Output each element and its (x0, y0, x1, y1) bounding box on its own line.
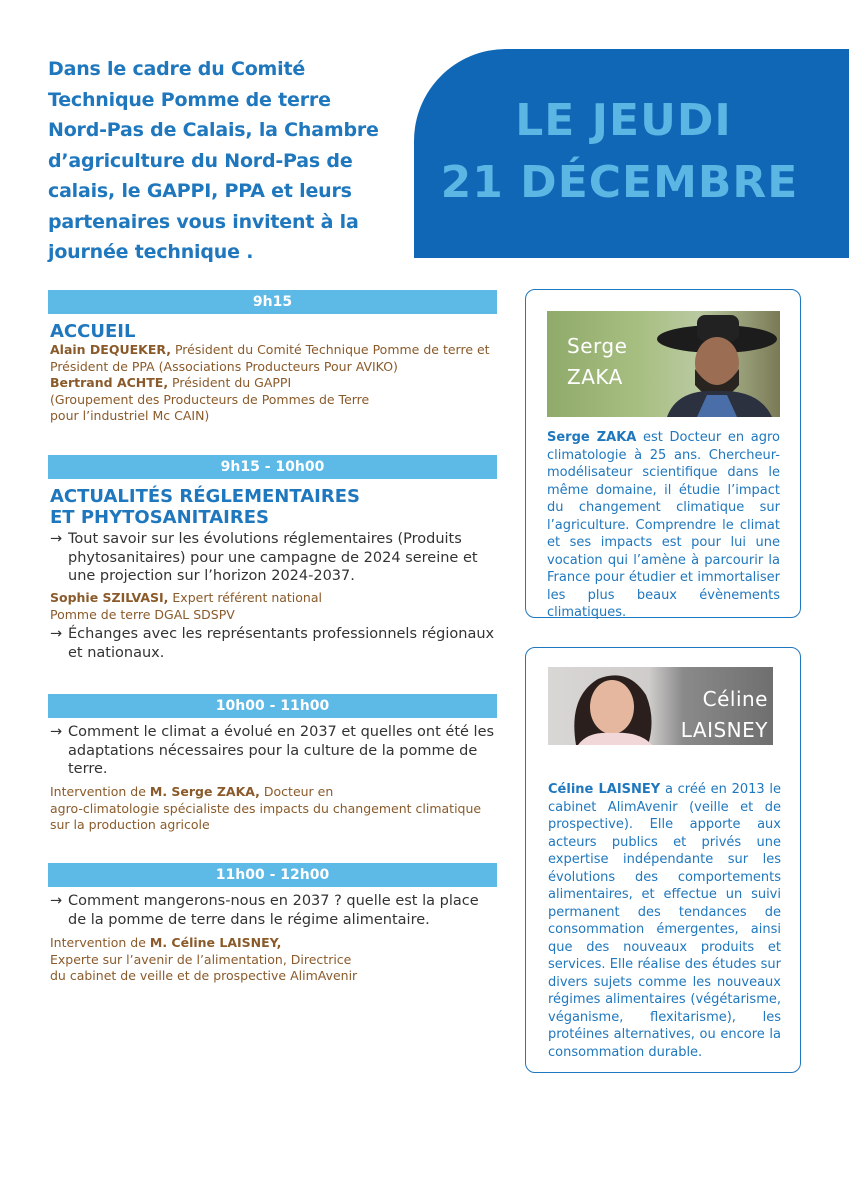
speaker-role: pour l’industriel Mc CAIN) (50, 408, 210, 423)
speaker-bio (547, 429, 780, 622)
section-title-phyto: ET PHYTOSANITAIRES (50, 507, 269, 528)
speaker-card-zaka (525, 289, 801, 618)
speaker-line (50, 342, 490, 359)
speaker-first-name: Serge (567, 334, 628, 358)
intervention-line (50, 784, 333, 801)
bio-name: Céline LAISNEY (548, 782, 661, 797)
intro-line: Technique Pomme de terre (48, 88, 331, 111)
speaker-line (50, 408, 209, 425)
bio-text: est Docteur en agro climatologie à 25 ans. Chercheur-modélisateur scientifique dans le même domaine, il étudie l’impact du changement climatique sur l’agriculture. Comprendre le climat et ses impacts est pour lui une vocation qui l’amène à parcourir la France pour étudier et immortaliser les plus beaux évènements climatiques. (547, 430, 780, 620)
time-bar-9h15-10h00: 9h15 - 10h00 (48, 455, 497, 479)
intro-line: calais, le GAPPI, PPA et leurs (48, 180, 352, 202)
speaker-last-name: ZAKA (567, 365, 623, 389)
arrow-icon: → (50, 893, 63, 909)
speaker-name: Alain DEQUEKER, (50, 342, 171, 357)
intervention-line (50, 935, 281, 952)
speaker-bio (548, 781, 781, 1061)
bullet-text: Échanges avec les représentants professionnels régionaux et nationaux. (68, 626, 495, 661)
speaker-role: Président du Comité Technique Pomme de terre et (171, 342, 490, 357)
speaker-role: Président du GAPPI (168, 375, 292, 390)
arrow-icon: → (50, 626, 63, 642)
speaker-last-name: LAISNEY (680, 718, 768, 742)
date-banner (414, 49, 849, 258)
section-title-actualites: ACTUALITÉS RÉGLEMENTAIRES (50, 486, 360, 507)
date-weekday: LE JEUDI (515, 95, 732, 146)
intervention-prefix: Intervention de (50, 935, 150, 950)
arrow-icon: → (50, 531, 63, 547)
intervention-line (50, 968, 357, 985)
speaker-role: (Groupement des Producteurs de Pommes de Terre (50, 391, 370, 407)
intervention-line (50, 952, 351, 969)
speaker-card-laisney (525, 647, 801, 1073)
speaker-line (50, 359, 398, 376)
intervention-line (50, 801, 481, 818)
bullet-text: Comment mangerons-nous en 2037 ? quelle est la place de la pomme de terre dans le régime alimentaire. (68, 893, 479, 928)
bullet-text: Tout savoir sur les évolutions réglementaires (Produits phytosanitaires) pour une campagne de 2024 sereine et une projection sur l’horizon 2024-2037. (68, 531, 478, 584)
intro-line: journée technique . (48, 241, 254, 263)
bio-text: a créé en 2013 le cabinet AlimAvenir (veille et de prospective). Elle apporte aux acteurs publics et privés une expertise indépendante sur les évolutions des comportements alimentaires, et effectue un suivi permanent des tendances de consommation émergentes, ainsi que des nouveaux produits et services. Elle réalise des études sur divers sujets comme les nouveaux régimes alimentaires (végétarisme, véganisme, flexitarisme), les protéines alternatives, ou encore la consommation durable. (548, 782, 781, 1060)
speaker-name: Bertrand ACHTE, (50, 375, 169, 390)
bullet-item (50, 723, 500, 779)
date-day: 21 DÉCEMBRE (440, 157, 799, 208)
speaker-first-name: Céline (702, 687, 768, 711)
bullet-item (50, 892, 500, 929)
speaker-line (50, 392, 369, 409)
intervention-prefix: Intervention de (50, 784, 150, 799)
intervention-role: Experte sur l’avenir de l’alimentation, Directrice (50, 951, 352, 967)
intervention-line (50, 817, 210, 834)
intro-line: Nord-Pas de Calais, la Chambre (48, 119, 379, 141)
speaker-name: Sophie SZILVASI, (50, 590, 169, 605)
intervention-role: agro-climatologie spécialiste des impacts du changement climatique (50, 800, 482, 816)
speaker-line (50, 590, 322, 607)
intro-text (48, 54, 408, 268)
intervention-name: M. Serge ZAKA, (149, 784, 260, 799)
speaker-role: Président de PPA (Associations Producteurs Pour AVIKO) (50, 358, 398, 374)
bio-name: Serge ZAKA (547, 430, 637, 445)
speaker-line (50, 375, 291, 392)
time-bar-10h00-11h00: 10h00 - 11h00 (48, 694, 497, 718)
section-title-accueil: ACCUEIL (50, 321, 136, 342)
speaker-role: Pomme de terre DGAL SDSPV (50, 606, 235, 622)
intervention-role: Docteur en (259, 784, 334, 799)
speaker-line (50, 607, 235, 624)
intro-line: d’agriculture du Nord-Pas de (48, 149, 353, 172)
intervention-name: M. Céline LAISNEY, (149, 935, 282, 950)
intervention-role: du cabinet de veille et de prospective AlimAvenir (50, 968, 358, 983)
intro-line: partenaires vous invitent à la (48, 210, 359, 233)
speaker-photo (548, 667, 773, 745)
bullet-item (50, 625, 500, 662)
bullet-item (50, 530, 500, 586)
time-bar-11h00-12h00: 11h00 - 12h00 (48, 863, 497, 887)
arrow-icon: → (50, 724, 63, 740)
time-bar-9h15: 9h15 (48, 290, 497, 314)
speaker-role: Expert référent national (168, 590, 322, 605)
speaker-photo (547, 311, 780, 417)
intervention-role: sur la production agricole (50, 817, 210, 832)
intro-line: Dans le cadre du Comité (48, 58, 306, 80)
bullet-text: Comment le climat a évolué en 2037 et quelles ont été les adaptations nécessaires pour la culture de la pomme de terre. (68, 724, 495, 777)
